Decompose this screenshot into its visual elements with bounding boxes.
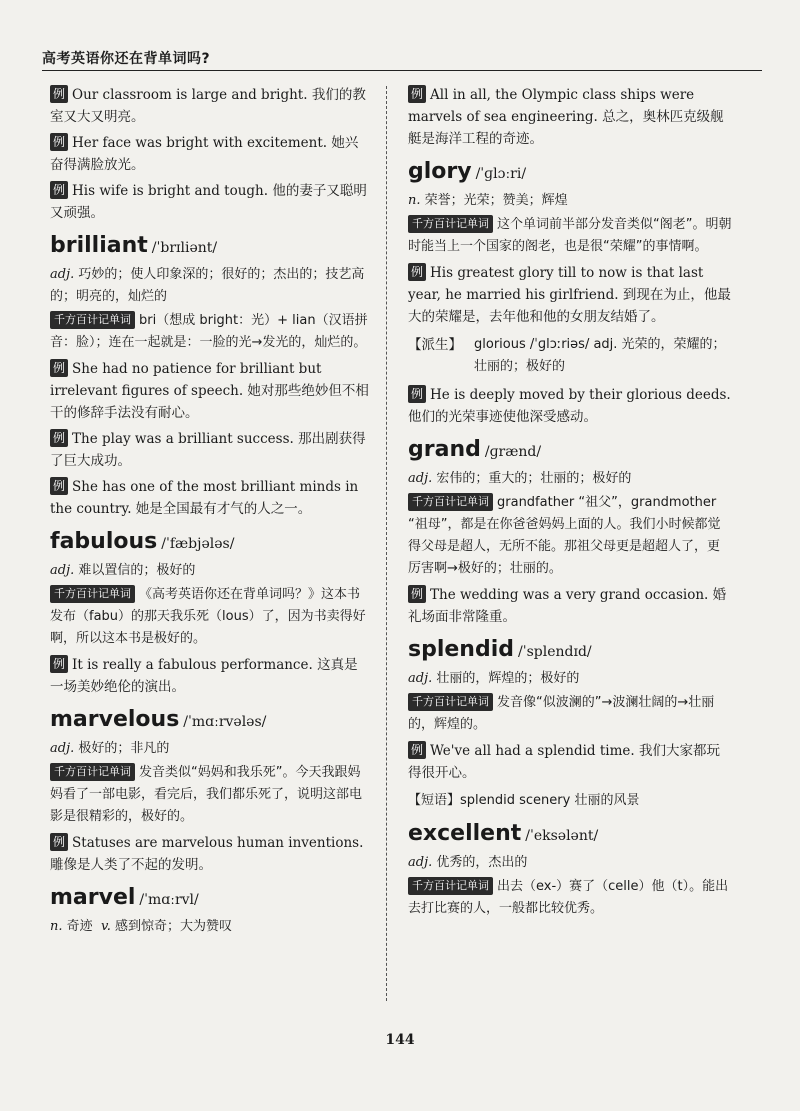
- entry-splendid: [408, 636, 732, 666]
- page-number: 144: [385, 1032, 415, 1048]
- example-badge: 例: [50, 655, 68, 673]
- entry-fabulous: [50, 528, 370, 558]
- running-title: 高考英语你还在背单词吗?: [42, 51, 211, 67]
- derivative-label: 【派生】: [408, 337, 462, 353]
- phonetic: /ˈbrɪliənt/: [151, 240, 218, 256]
- example: 例 The wedding was a very grand occasion. 婚礼场面非常隆重。: [408, 587, 727, 625]
- entry-marvelous: [50, 706, 370, 736]
- memory-note: 千方百计记单词 《高考英语你还在背单词吗？》这本书发布（fabu）的那天我乐死（lous）了，因为书卖得好啊，所以这本书是极好的。: [50, 587, 366, 646]
- memory-note: 千方百计记单词 grandfather “祖父”，grandmother “祖母”，都是在你爸爸妈妈上面的人。我们小时候都觉得父母是超人，无所不能。那祖父母更是超超人了，更厉害啊→极好的；壮丽的。: [408, 495, 721, 576]
- headword: marvel: [50, 885, 136, 910]
- example: 例 The play was a brilliant success. 那出剧获得了巨大成功。: [50, 431, 366, 469]
- example: 例 His greatest glory till to now is that last year, he married his girlfriend. 到现在为止，他最大的荣耀是，去年他和他的女朋友结婚了。: [408, 265, 731, 325]
- definition: n. 荣誉；光荣；赞美；辉煌: [408, 193, 568, 208]
- page-header: [42, 42, 762, 72]
- example-badge: 例: [50, 833, 68, 851]
- example: 例 It is really a fabulous performance. 这真是一场美妙绝伦的演出。: [50, 657, 358, 695]
- headword: glory: [408, 159, 472, 184]
- example-badge: 例: [50, 477, 68, 495]
- entry-brilliant: [50, 232, 370, 262]
- memory-note: 千方百计记单词 出去（ex-）赛了（celle）他（t）。能出去打比赛的人，一般都比较优秀。: [408, 879, 729, 916]
- memory-badge: 千方百计记单词: [408, 877, 493, 895]
- memory-badge: 千方百计记单词: [50, 311, 135, 329]
- example-bright-1: 例 Our classroom is large and bright. 我们的教室又大又明亮。: [50, 87, 366, 125]
- entry-marvel: [50, 884, 370, 914]
- headword: fabulous: [50, 529, 158, 554]
- example-badge: 例: [408, 741, 426, 759]
- definition: n. 奇迹 v. 感到惊奇；大为赞叹: [50, 919, 233, 934]
- example-badge: 例: [408, 85, 426, 103]
- example-badge: 例: [50, 133, 68, 151]
- definition: adj. 巧妙的；使人印象深的；很好的；杰出的；技艺高的；明亮的，灿烂的: [50, 267, 365, 304]
- left-column: [50, 84, 370, 940]
- phonetic: /ˈeksələnt/: [525, 828, 599, 844]
- definition: adj. 难以置信的；极好的: [50, 563, 196, 578]
- phonetic: /ˈmɑːrvələs/: [183, 714, 267, 730]
- entry-glory: [408, 158, 732, 188]
- definition: adj. 优秀的，杰出的: [408, 855, 528, 870]
- example-badge: 例: [408, 385, 426, 403]
- headword: grand: [408, 437, 481, 462]
- example: 例 Statuses are marvelous human inventions. 雕像是人类了不起的发明。: [50, 835, 364, 873]
- example: 例 He is deeply moved by their glorious deeds. 他们的光荣事迹使他深受感动。: [408, 387, 731, 425]
- column-divider: [386, 86, 387, 1001]
- headword: brilliant: [50, 233, 148, 258]
- example-marvel: 例 All in all, the Olympic class ships were marvels of sea engineering. 总之，奥林匹克级舰艇是海洋工程的奇迹。: [408, 87, 724, 147]
- header-rule: [42, 70, 762, 71]
- example: 例 She has one of the most brilliant minds in the country. 她是全国最有才气的人之一。: [50, 479, 359, 517]
- example-badge: 例: [50, 359, 68, 377]
- example-badge: 例: [50, 181, 68, 199]
- definition: adj. 极好的；非凡的: [50, 741, 170, 756]
- headword: excellent: [408, 821, 522, 846]
- example: 例 We've all had a splendid time. 我们大家都玩得很开心。: [408, 743, 720, 781]
- example: 例 She had no patience for brilliant but irrelevant figures of speech. 她对那些绝妙但不相干的修辞手法没有耐心。: [50, 361, 369, 421]
- phrase: 【短语】splendid scenery 壮丽的风景: [408, 793, 640, 808]
- phonetic: /ɡrænd/: [484, 444, 542, 460]
- phonetic: /ˈfæbjələs/: [161, 536, 235, 552]
- memory-badge: 千方百计记单词: [408, 493, 493, 511]
- memory-note: 千方百计记单词 发音像“似波澜的”→波澜壮阔的→壮丽的，辉煌的。: [408, 695, 715, 732]
- example-bright-2: 例 Her face was bright with excitement. 她兴奋得满脸放光。: [50, 135, 359, 173]
- phonetic: /ˈsplendɪd/: [518, 644, 592, 660]
- definition: adj. 宏伟的；重大的；壮丽的；极好的: [408, 471, 632, 486]
- memory-note: 千方百计记单词 这个单词前半部分发音类似“阁老”。明朝时能当上一个国家的阁老，也是很“荣耀”的事情啊。: [408, 217, 732, 254]
- example-badge: 例: [408, 585, 426, 603]
- example-badge: 例: [50, 429, 68, 447]
- example-badge: 例: [408, 263, 426, 281]
- derivative: 【派生】 glorious /ˈɡlɔːriəs/ adj. 光荣的，荣耀的；壮丽的；极好的: [408, 334, 732, 378]
- entry-grand: [408, 436, 732, 466]
- headword: marvelous: [50, 707, 180, 732]
- headword: splendid: [408, 637, 515, 662]
- right-column: [408, 84, 732, 924]
- memory-badge: 千方百计记单词: [408, 693, 493, 711]
- phrase-label: 【短语】: [408, 793, 461, 808]
- definition: adj. 壮丽的，辉煌的；极好的: [408, 671, 580, 686]
- phonetic: /ˈɡlɔːri/: [475, 166, 527, 182]
- entry-excellent: [408, 820, 732, 850]
- memory-badge: 千方百计记单词: [50, 763, 135, 781]
- memory-badge: 千方百计记单词: [408, 215, 493, 233]
- example-bright-3: 例 His wife is bright and tough. 他的妻子又聪明又顽强。: [50, 183, 367, 221]
- example-badge: 例: [50, 85, 68, 103]
- memory-badge: 千方百计记单词: [50, 585, 135, 603]
- memory-note: 千方百计记单词 发音类似“妈妈和我乐死”。今天我跟妈妈看了一部电影，看完后，我们都乐死了，说明这部电影是很精彩的，极好的。: [50, 765, 363, 824]
- phonetic: /ˈmɑːrvl/: [139, 892, 199, 908]
- memory-note: 千方百计记单词 bri（想成 bright：光）+ lian（汉语拼音：脸）；连在一起就是：一脸的光→发光的，灿烂的。: [50, 313, 368, 350]
